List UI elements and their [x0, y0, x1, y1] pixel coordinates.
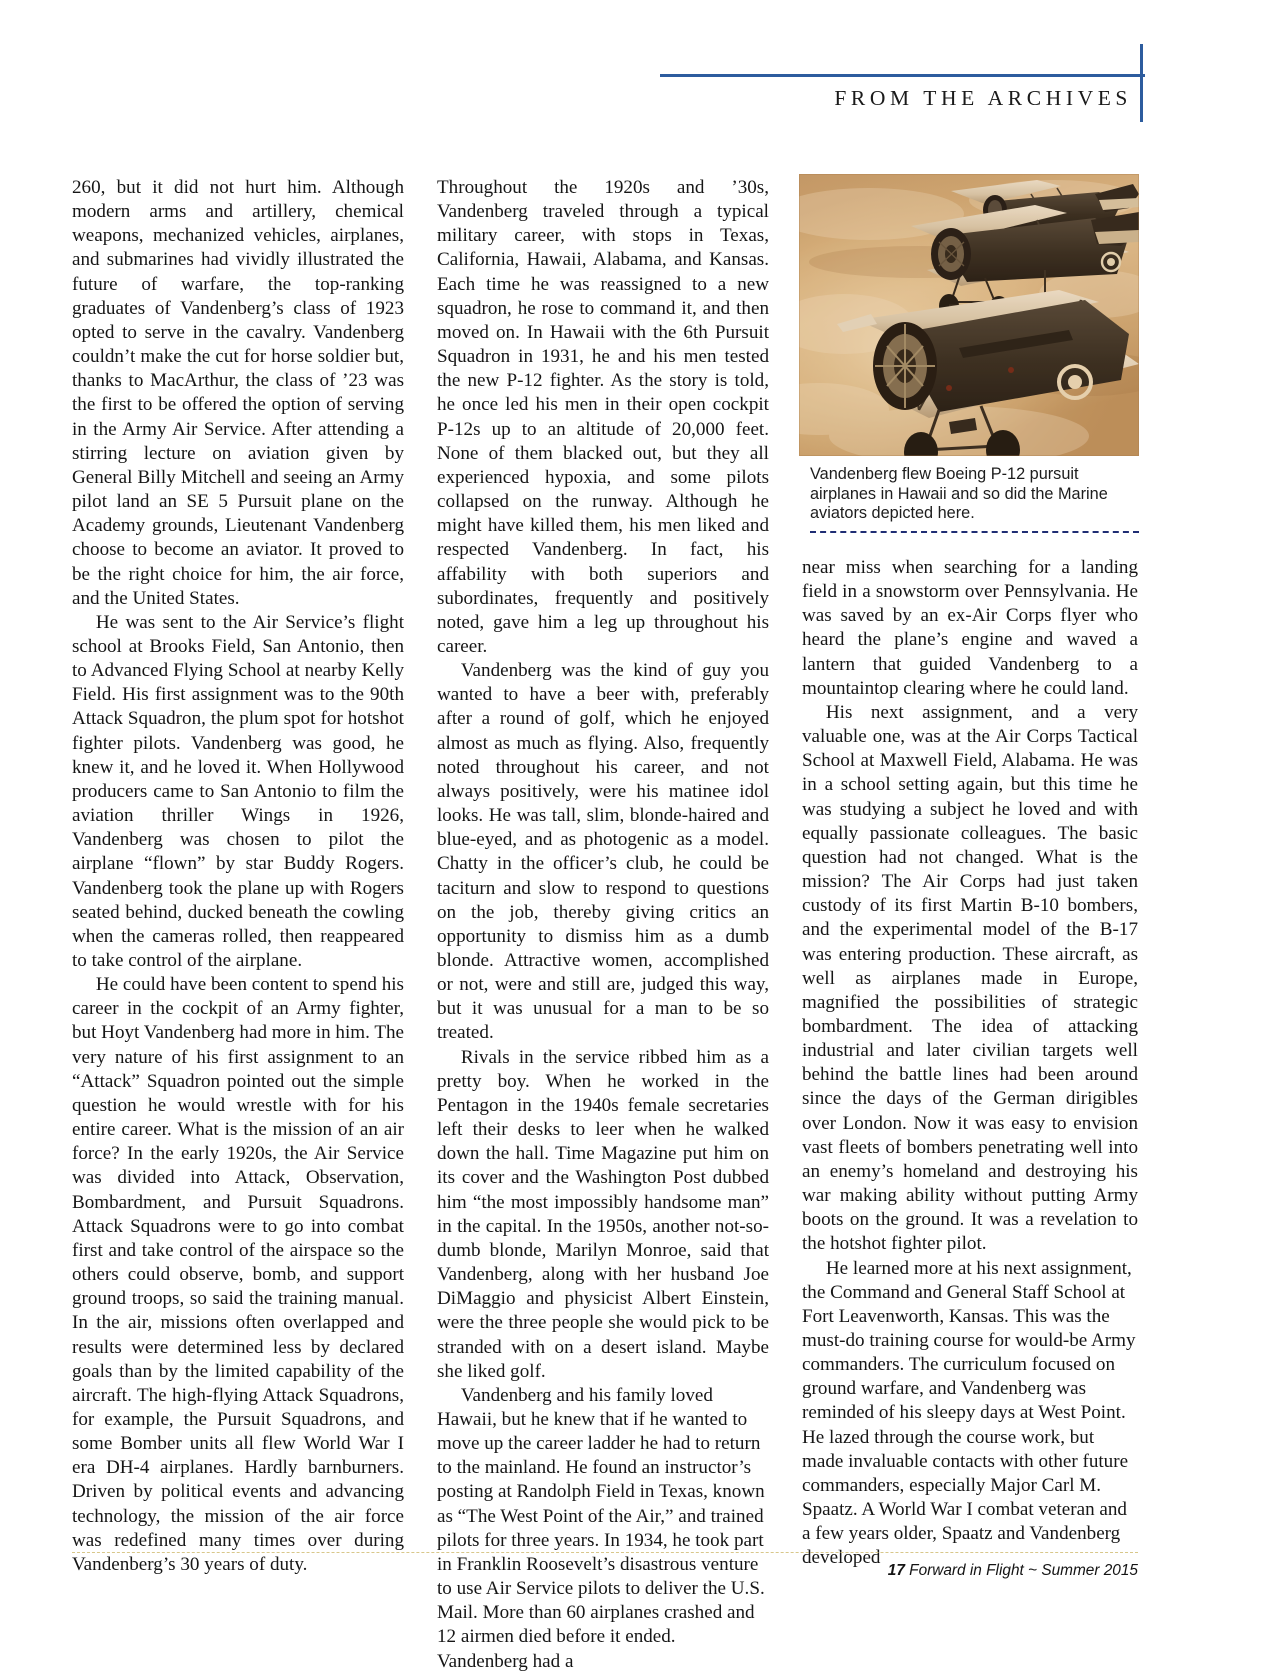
body-column-2	[437, 176, 769, 1674]
body-column-1	[72, 176, 404, 1577]
page-header	[660, 74, 1145, 134]
figure-caption: Vandenberg flew Boeing P-12 pursuit airplanes in Hawaii and so did the Marine aviators depicted here.	[810, 465, 1108, 523]
page-number: 17	[887, 1562, 905, 1579]
paragraph: Vandenberg and his family loved Hawaii, but he knew that if he wanted to move up the career ladder he had to return to the mainland. He found an instructor’s posting at Randolph Field in Texas, known as “The West Point of the Air,” and trained pilots for three years. In 1934, he took part in Franklin Roosevelt’s disastrous venture to use Air Service pilots to deliver the U.S. Mail. More than 60 airplanes crashed and 12 airmen died before it ended. Vandenberg had a	[437, 1384, 765, 1672]
header-blue-rule	[660, 74, 1145, 77]
paragraph: 260, but it did not hurt him. Although modern arms and artillery, chemical weapons, mechanized vehicles, airplanes, and submarines had vividly illustrated the future of warfare, the top-ranking graduates of Vandenberg’s class of 1923 opted to serve in the cavalry. Vandenberg couldn’t make the cut for horse soldier but, thanks to MacArthur, the class of ’23 was the first to be offered the option of serving in the Army Air Service. After attending a stirring lecture on aviation given by General Billy Mitchell and seeing an Army pilot land an SE 5 Pursuit plane on the Academy grounds, Lieutenant Vandenberg choose to become an aviator. It proved to be the right choice for him, the air force, and the United States.	[72, 177, 404, 609]
body-column-3	[802, 556, 1138, 1571]
paragraph: He could have been content to spend his career in the cockpit of an Army fighter, but Hoyt Vandenberg had more in him. The very nature of his first assignment to an “Attack” Squadron pointed out the simple question he would wrestle with for his entire career. What is the mission of an air force? In the early 1920s, the Air Service was divided into Attack, Observation, Bombardment, and Pursuit Squadrons. Attack Squadrons were to go into combat first and take control of the airspace so the others could observe, bomb, and support ground troops, so said the training manual. In the air, missions often overlapped and results were determined less by declared goals than by the limited capability of the aircraft. The high-flying Attack Squadrons, for example, the Pursuit Squadrons, and some Bomber units all flew World War I era DH-4 airplanes. Hardly barnburners. Driven by political events and advancing technology, the mission of the air force was redefined many times over during Vandenberg’s 30 years of duty.	[72, 974, 404, 1575]
footer	[888, 1562, 1138, 1580]
header-vertical-tick	[1140, 44, 1143, 122]
biplanes-photo	[799, 174, 1139, 456]
paragraph: Throughout the 1920s and ’30s, Vandenberg traveled through a typical military career, with stops in Texas, California, Hawaii, Alabama, and Kansas. Each time he was reassigned to a new squadron, he rose to command it, and then moved on. In Hawaii with the 6th Pursuit Squadron in 1931, he and his men tested the new P-12 fighter. As the story is told, he once led his men in their open cockpit P-12s up to an altitude of 20,000 feet. None of them blacked out, but they all experienced hypoxia, and some pilots collapsed on the runway. Although he might have killed them, his men liked and respected Vandenberg. In fact, his affability with both superiors and subordinates, frequently and positively noted, gave him a leg up throughout his career.	[437, 177, 769, 657]
paragraph: Rivals in the service ribbed him as a pretty boy. When he worked in the Pentagon in the 1940s female secretaries left their desks to leer when he walked down the hall. Time Magazine put him on its cover and the Washington Post dubbed him “the most impossibly handsome man” in the capital. In the 1950s, another not-so-dumb blonde, Marilyn Monroe, said that Vandenberg, along with her husband Joe DiMaggio and physicist Albert Einstein, were the three people she would pick to be stranded with on a desert island. Maybe she liked golf.	[437, 1046, 769, 1382]
paragraph: near miss when searching for a landing field in a snowstorm over Pennsylvania. He was saved by an ex-Air Corps flyer who heard the plane’s engine and waved a lantern that guided Vandenberg to a mountaintop clearing where he could land.	[802, 557, 1138, 699]
paragraph: His next assignment, and a very valuable one, was at the Air Corps Tactical School at Maxwell Field, Alabama. He was in a school setting again, but this time he was studying a subject he loved and with equally passionate colleagues. The basic question had not changed. What is the mission? The Air Corps had just taken custody of its first Martin B-10 bombers, and the experimental model of the B-17 was entering production. These aircraft, as well as airplanes made in Europe, magnified the possibilities of strategic bombardment. The idea of attacking industrial and later civilian targets well behind the battle lines had been around since the days of the German dirigibles over London. Now it was easy to envision vast fleets of bombers penetrating well into an enemy’s homeland and destroying his war making ability without putting Army boots on the ground. It was a revelation to the hotshot fighter pilot.	[802, 701, 1138, 1255]
article-figure	[799, 174, 1139, 533]
paragraph: He learned more at his next assignment, the Command and General Staff School at Fort Leavenworth, Kansas. This was the must-do training course for would-be Army commanders. The curriculum focused on ground warfare, and Vandenberg was reminded of his sleepy days at West Point. He lazed through the course work, but made invaluable contacts with other future commanders, especially Major Carl M. Spaatz. A World War I combat veteran and a few years older, Spaatz and Vandenberg developed	[802, 1257, 1136, 1569]
paragraph: He was sent to the Air Service’s flight school at Brooks Field, San Antonio, then to Advanced Flying School at nearby Kelly Field. His first assignment was to the 90th Attack Squadron, the plum spot for hotshot fighter pilots. Vandenberg was good, he knew it, and he loved it. When Hollywood producers came to San Antonio to film the aviation thriller Wings in 1926, Vandenberg was chosen to pilot the airplane “flown” by star Buddy Rogers. Vandenberg took the plane up with Rogers seated behind, ducked beneath the cowling when the cameras rolled, then reappeared to take control of the airplane.	[72, 611, 404, 971]
paragraph: Vandenberg was the kind of guy you wanted to have a beer with, preferably after a round of golf, which he enjoyed almost as much as flying. Also, frequently noted throughout his career, and not always positively, were his matinee idol looks. He was tall, slim, blonde-haired and blue-eyed, and as photogenic as a model. Chatty in the officer’s club, he could be taciturn and slow to respond to questions on the job, thereby giving critics an opportunity to dismiss him as a dumb blonde. Attractive women, accomplished or not, were and still are, judged this way, but it was unusual for a man to be so treated.	[437, 660, 769, 1044]
footer-dashed-rule	[72, 1552, 1138, 1553]
caption-dashed-rule	[810, 531, 1139, 533]
publication-line: Forward in Flight ~ Summer 2015	[909, 1562, 1138, 1579]
page-title: FROM THE ARCHIVES	[834, 86, 1132, 110]
